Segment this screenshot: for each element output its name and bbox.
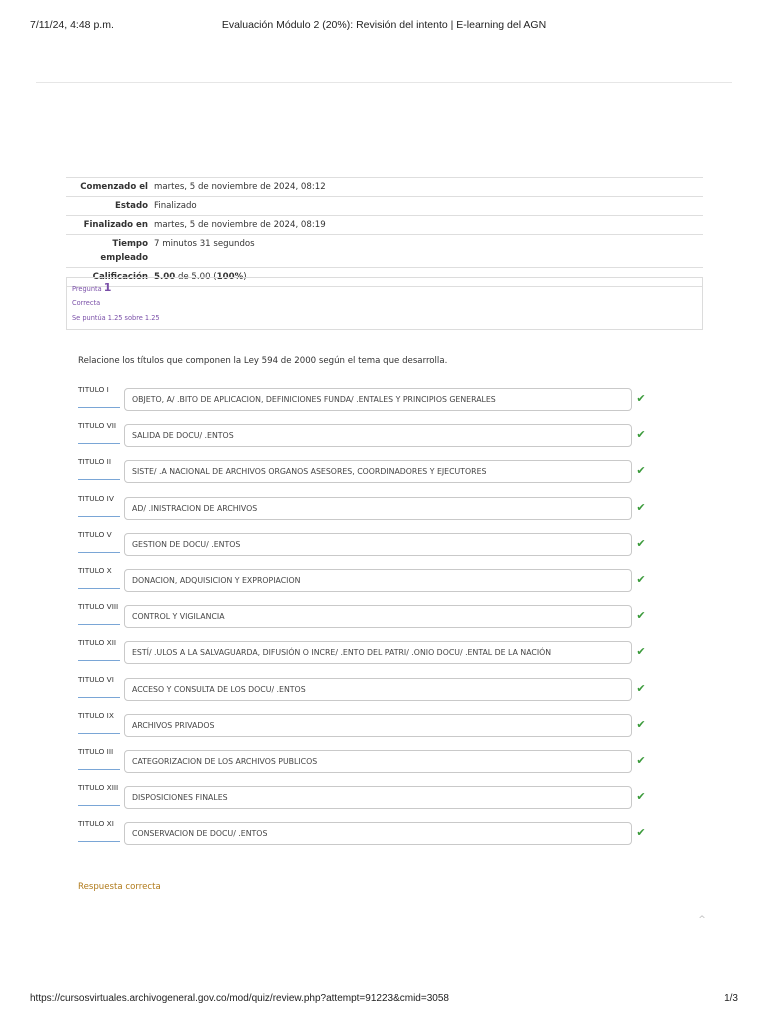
correct-check-icon: ✔ [636,392,646,405]
match-title-label: TITULO IV [78,494,120,517]
print-footer [30,993,738,1007]
match-row [78,489,648,525]
match-row [78,706,648,742]
summary-value: martes, 5 de noviembre de 2024, 08:19 [154,220,326,230]
match-title-label: TITULO VI [78,675,120,698]
match-title-label: TITULO VIII [78,602,120,625]
summary-label: Finalizado en [83,220,148,230]
match-title-label: TITULO XI [78,819,120,842]
correct-check-icon: ✔ [636,790,646,804]
summary-row-finished [66,215,703,234]
match-answer-select[interactable]: ESTÍ/ .ULOS A LA SALVAGUARDA, DIFUSIÓN O INCRE/ .ENTO DEL PATRI/ .ONIO DOCU/ .ENTAL DE LA NACIÓN [124,641,632,664]
match-row [78,525,648,561]
match-title-label: TITULO XII [78,638,120,661]
summary-label: Calificación [92,272,148,282]
match-row [78,561,648,597]
correct-check-icon: ✔ [636,464,646,478]
grade-out-of: de 5.00 ( [175,272,217,282]
question-prompt: Relacione los títulos que componen la Ley 594 de 2000 según el tema que desarrolla. [78,356,448,366]
question-state: Correcta [72,299,101,307]
summary-label-line2: empleado [100,253,148,263]
match-answer-select[interactable]: DISPOSICIONES FINALES [124,786,632,809]
grade-score: 5.00 [154,272,176,282]
header-divider [36,82,732,83]
match-answer-select[interactable]: ACCESO Y CONSULTA DE LOS DOCU/ .ENTOS [124,678,632,701]
summary-label [66,235,154,267]
correct-check-icon: ✔ [636,717,646,731]
summary-label: Comenzado el [80,182,148,192]
print-page-title: Evaluación Módulo 2 (20%): Revisión del intento | E-learning del AGN [221,19,547,31]
summary-row-started [66,177,703,196]
match-title-label: TITULO VII [78,421,120,444]
match-title-label: TITULO III [78,747,120,770]
match-answer-select[interactable]: OBJETO, A/ .BITO DE APLICACION, DEFINICIONES FUNDA/ .ENTALES Y PRINCIPIOS GENERALES [124,388,632,411]
question-mark: Se puntúa 1.25 sobre 1.25 [72,314,160,322]
match-answer-select[interactable]: SALIDA DE DOCU/ .ENTOS [124,424,632,447]
match-row [78,380,648,416]
summary-row-state [66,196,703,215]
grade-percent: 100% [216,272,244,282]
match-answer-select[interactable]: CATEGORIZACION DE LOS ARCHIVOS PUBLICOS [124,750,632,773]
match-answer-select[interactable]: DONACION, ADQUISICION Y EXPROPIACION [124,569,632,592]
question-info-box [66,277,703,330]
match-title-label: TITULO V [78,530,120,553]
match-title-label: TITULO X [78,566,120,589]
summary-row-time-taken [66,234,703,267]
correct-check-icon: ✔ [636,536,646,550]
summary-label-line1: Tiempo [112,239,148,249]
match-title-label: TITULO I [78,385,120,408]
correct-check-icon: ✔ [636,428,646,442]
question-number-prefix: Pregunta [72,285,104,293]
correct-check-icon: ✔ [636,572,646,586]
print-header [30,19,738,33]
match-list [78,380,648,850]
print-url: https://cursosvirtuales.archivogeneral.gov.co/mod/quiz/review.php?attempt=91223&cmid=3058 [30,993,449,1004]
match-row [78,633,648,669]
print-datetime: 7/11/24, 4:48 p.m. [30,19,114,31]
correct-check-icon: ✔ [636,753,646,767]
question-number [72,281,697,296]
scroll-to-top-icon[interactable]: ^ [698,915,706,925]
match-answer-select[interactable]: CONSERVACION DE DOCU/ .ENTOS [124,822,632,845]
summary-value: 7 minutos 31 segundos [154,239,255,249]
match-row [78,814,648,850]
question-feedback: Respuesta correcta [78,882,161,892]
summary-value: martes, 5 de noviembre de 2024, 08:12 [154,182,326,192]
correct-check-icon: ✔ [636,609,646,623]
correct-check-icon: ✔ [636,500,646,514]
match-row [78,416,648,452]
print-page-number: 1/3 [724,993,738,1004]
summary-label: Estado [115,201,148,211]
attempt-summary-table [66,177,703,287]
summary-value: Finalizado [154,201,197,211]
correct-check-icon: ✔ [636,681,646,695]
correct-check-icon: ✔ [636,645,646,659]
match-answer-select[interactable]: ARCHIVOS PRIVADOS [124,714,632,737]
match-answer-select[interactable]: AD/ .INISTRACION DE ARCHIVOS [124,497,632,520]
match-answer-select[interactable]: CONTROL Y VIGILANCIA [124,605,632,628]
correct-check-icon: ✔ [636,826,646,840]
match-answer-select[interactable]: GESTION DE DOCU/ .ENTOS [124,533,632,556]
match-title-label: TITULO II [78,457,120,480]
match-row [78,742,648,778]
match-title-label: TITULO XIII [78,783,120,806]
match-row [78,670,648,706]
match-row [78,452,648,488]
question-number-value: 1 [103,281,112,294]
match-answer-select[interactable]: SISTE/ .A NACIONAL DE ARCHIVOS ORGANOS ASESORES, COORDINADORES Y EJECUTORES [124,460,632,483]
match-title-label: TITULO IX [78,711,120,734]
match-row [78,597,648,633]
match-row [78,778,648,814]
grade-close: ) [243,272,247,282]
